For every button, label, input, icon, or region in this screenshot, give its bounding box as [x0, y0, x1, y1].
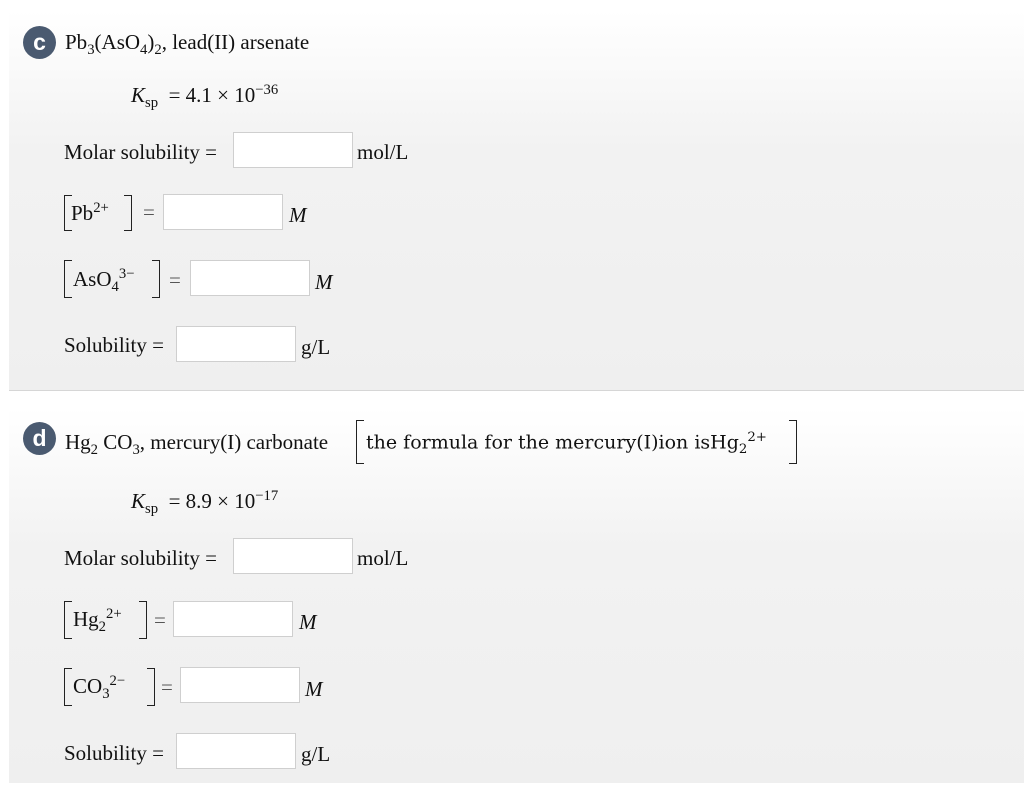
ion-sub: 4 [111, 279, 119, 296]
ksp-value: = 8.9 × 10 [168, 489, 256, 513]
formula-sub: 3 [87, 42, 95, 59]
right-bracket [124, 195, 132, 231]
right-bracket [139, 601, 147, 639]
ksp-symbol: K [131, 489, 146, 513]
molar-solubility-label: Molar solubility = [64, 546, 218, 570]
left-bracket [64, 668, 72, 706]
ksp-symbol: K [131, 83, 146, 107]
equals-sign: = [154, 608, 166, 632]
molar-solubility-input[interactable] [233, 132, 353, 168]
molar-solubility-label: Molar solubility = [64, 140, 218, 164]
left-bracket [356, 420, 364, 464]
equals-sign: = [143, 200, 155, 224]
right-bracket [152, 260, 160, 298]
ion-pb [71, 200, 109, 226]
ion-co3 [73, 673, 125, 703]
compound-name: , lead(II) arsenate [161, 30, 310, 54]
part-d-badge: d [23, 422, 56, 455]
compound-name: , mercury(I) carbonate [139, 430, 329, 454]
ksp-exponent: −36 [255, 82, 279, 98]
formula-aso: (AsO [94, 30, 141, 54]
part-c-panel [9, 10, 1024, 391]
ion-charge: 2+ [106, 606, 122, 622]
aso4-unit: M [315, 270, 333, 294]
molar-solubility-unit: mol/L [357, 140, 409, 164]
ion-base: AsO [73, 267, 112, 291]
ion-sub: 2 [98, 619, 107, 636]
formula-sub: 2 [90, 442, 99, 459]
solubility-label: Solubility = [64, 333, 164, 357]
formula-sub: 2 [154, 42, 162, 59]
formula-hg: Hg [65, 430, 91, 454]
part-d-panel [9, 408, 1024, 783]
ksp-value: = 4.1 × 10 [168, 83, 256, 107]
equals-sign: = [161, 675, 173, 699]
note-sup: 2+ [747, 430, 767, 445]
hg2-concentration-input[interactable] [173, 601, 293, 637]
ion-charge: 2+ [93, 200, 109, 216]
formula-co: CO [98, 430, 133, 454]
formula-sub: 3 [132, 442, 140, 459]
solubility-label: Solubility = [64, 741, 164, 765]
part-d-title [65, 430, 328, 459]
hg2-unit: M [299, 610, 317, 634]
ksp-expression [131, 488, 278, 518]
note-text: the formula for the mercury(I)ion isHg [366, 431, 739, 454]
ion-charge: 3− [118, 266, 135, 282]
solubility-unit: g/L [301, 742, 331, 766]
right-bracket [789, 420, 797, 464]
aso4-concentration-input[interactable] [190, 260, 310, 296]
ksp-sub: sp [145, 95, 159, 112]
equals-sign: = [169, 268, 181, 292]
solubility-unit: g/L [301, 335, 331, 359]
formula-pb: Pb [65, 30, 88, 54]
pb-unit: M [289, 203, 307, 227]
ion-base: Hg [73, 607, 99, 631]
solubility-input[interactable] [176, 326, 296, 362]
co3-unit: M [305, 677, 323, 701]
left-bracket [64, 260, 72, 298]
part-c-badge: c [23, 26, 56, 59]
note-sub: 2 [738, 442, 748, 458]
mercury-note [366, 430, 767, 457]
co3-concentration-input[interactable] [180, 667, 300, 703]
ion-sub: 3 [102, 686, 110, 703]
solubility-input[interactable] [176, 733, 296, 769]
part-c-title [65, 30, 309, 59]
ksp-expression [131, 82, 278, 112]
ion-base: Pb [71, 201, 94, 225]
pb-concentration-input[interactable] [163, 194, 283, 230]
molar-solubility-input[interactable] [233, 538, 353, 574]
molar-solubility-unit: mol/L [357, 546, 409, 570]
ksp-exponent: −17 [255, 488, 279, 504]
ion-aso4 [73, 266, 135, 296]
formula-paren: ) [147, 30, 155, 54]
ion-charge: 2− [109, 673, 126, 689]
right-bracket [147, 668, 155, 706]
ksp-sub: sp [145, 501, 159, 518]
left-bracket [64, 601, 72, 639]
formula-sub: 4 [140, 42, 148, 59]
ion-base: CO [73, 674, 103, 698]
ion-hg2 [73, 606, 122, 636]
